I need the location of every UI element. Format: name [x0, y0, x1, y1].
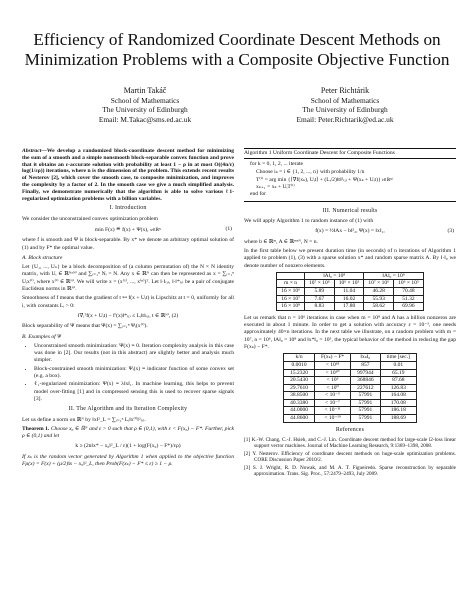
- table-row: [284, 399, 417, 407]
- block-separability-paragraph: Block separability of Ψ means that Ψ(x) = ∑ᵢ₌₁ⁿ Ψᵢ(x⁽ⁱ⁾).: [22, 323, 148, 330]
- table-header-cell: ‖A‖₀ = 10⁹: [364, 272, 423, 280]
- right-column: [244, 148, 456, 478]
- numerical-paragraph: In the first table below we present duration time (in seconds) of n iterations of Algorithm 1 applied to problem (1), (3) with a sparse solution x* and random sparse matrix A. By ‖·‖₀ we denote number of nonzero elements.: [244, 247, 456, 269]
- author-name: Peter Richtárik: [320, 86, 370, 95]
- examples-list: [22, 343, 234, 403]
- list-item: • Unconstrained smooth minimization: Ψ(x) ≡ 0. Iteration complexity analysis in this case was done in [2]. Our results (not in this abstract) are slightly better and analysis much simpler.: [34, 343, 234, 365]
- table-row: [284, 415, 417, 423]
- table-cell: 65.19: [380, 369, 416, 377]
- table-row: [277, 303, 424, 311]
- table-cell: 57991: [351, 392, 381, 400]
- table-cell: 997944: [351, 369, 381, 377]
- equation-1: [22, 226, 234, 234]
- smoothness-paragraph: Smoothness of f means that the gradient of t ↦ f(x + Uᵢt) is Lipschitz at t = 0, uniformly for all i, with constants Lᵢ > 0:: [22, 295, 234, 309]
- table-row: [284, 361, 417, 369]
- table-cell: 0.0010: [284, 361, 315, 369]
- table-cell: 51.32: [394, 295, 424, 303]
- table-row: [284, 369, 417, 377]
- table-cell: 8.83: [305, 303, 335, 311]
- algorithm-line: Choose iₖ = i ∈ {1, 2, ..., n} with probability 1/n: [256, 168, 365, 175]
- table-header-cell: F(xₖ) − F*: [315, 354, 351, 362]
- theorem-label: Theorem 1.: [22, 425, 50, 432]
- section-heading-introduction: I. Introduction: [109, 205, 147, 212]
- table-cell: 57991: [351, 415, 381, 423]
- table-cell: < 10¹⁸: [315, 361, 351, 369]
- algorithm-line: xₖ₊₁ = xₖ + UᵢT⁽ⁱ⁾: [256, 184, 295, 191]
- table-cell: 57991: [351, 407, 381, 415]
- table-cell: 55.93: [364, 295, 394, 303]
- table-header-row: [277, 272, 424, 280]
- table-header-cell: ‖A‖₀ = 10⁸: [305, 272, 364, 280]
- table-cell: 29.7610: [284, 384, 315, 392]
- author-2: [240, 86, 450, 124]
- table-cell: 38.8500: [284, 392, 315, 400]
- convergence-table: [283, 353, 417, 422]
- table-cell: 57991: [351, 399, 381, 407]
- table-cell: 58.62: [364, 303, 394, 311]
- table-cell: 40.3380: [284, 399, 315, 407]
- section-heading-references: References: [335, 426, 365, 433]
- table-cell: 69.96: [394, 303, 424, 311]
- author-affiliation: The University of Edinburgh: [302, 105, 388, 115]
- abstract-text: —We develop a randomized block-coordinate descent method for minimizing the sum of a smooth and a simple nonsmooth block-separable convex function and prove that it obtains an ε-accurate solution with probability at least 1 − ρ in at most O((4n/ε) log(1/ερ)) iterations, where n is the dimension of the problem. This extends recent results of Nesterov [2], which cover the smooth case, to composite minimization, and improves the complexity by a factor of 2. In the smooth case we give a much simplified analysis. Finally, we demonstrate numerically that the algorithm is able to solve various ℓ1-regularized optimization problems with a billion variables.: [22, 148, 234, 202]
- algorithm-line: [244, 176, 456, 184]
- table-cell: 16 × 10⁸: [277, 303, 305, 311]
- reference-item: [2] Y. Nesterov. Efficiency of coordinate descent methods on huge-scale optimization problems. CORE Discussion Paper 2010/2.: [244, 450, 456, 464]
- author-block: [0, 86, 474, 146]
- author-affiliation: The University of Edinburgh: [102, 105, 188, 115]
- table-cell: 87.68: [380, 377, 416, 385]
- algorithm-caption: Algorithm 1 Uniform Coordinate Descent for Composite Functions: [244, 150, 456, 159]
- equation-1-body: min F(x) ≝ f(x) + Ψ(x),: [94, 226, 149, 233]
- table-cell: 857: [351, 361, 381, 369]
- norm-definition-paragraph: Let us define a norm on ℝᴺ by ‖x‖²_L = ∑ᵢ₌₁ⁿ Lᵢ‖x⁽ⁱ⁾‖²₍ᵢ₎.: [22, 416, 146, 423]
- equation-1-subscript: x∈ℝᴺ: [149, 226, 162, 232]
- author-name: Martin Takáč: [123, 86, 167, 95]
- table-header-cell: ‖xₖ‖₀: [351, 354, 381, 362]
- table-cell: < 10⁻⁵: [315, 392, 351, 400]
- algorithm-line: end for: [250, 191, 266, 198]
- table-header-cell: 10⁶ × 10⁵: [334, 280, 364, 288]
- list-item: • Block-constrained smooth minimization: Ψᵢ(x) ≡ indicator function of some convex set (e.g. a box).: [34, 366, 234, 381]
- equation-3-body: f(x) = ½‖Ax − b‖²₂, Ψ(x) = ‖x‖₁,: [315, 228, 385, 235]
- table-cell: < 10¹⁰: [315, 369, 351, 377]
- table-cell: 126.83: [380, 384, 416, 392]
- reference-item: [1] K.-W. Chang, C.-J. Hsieh, and C.-J. Lin. Coordinate descent method for large-scale l2-loss linear support vector machines. Journal of Machine Learning Research, 9:1369–1398, 2008.: [244, 436, 456, 450]
- theorem-equation: k ≥ (2n‖x* − x₀‖²_L / ε)(1 + log(F(x₀) − F*)/ερ): [75, 443, 181, 450]
- reference-list: [244, 437, 456, 477]
- table-cell: < 10⁻¹⁹: [315, 415, 351, 423]
- table-cell: 188.69: [380, 415, 416, 423]
- table-cell: 70.48: [394, 288, 424, 296]
- author-1: [40, 86, 250, 124]
- equation-3: [244, 228, 456, 235]
- table-row: [277, 288, 424, 296]
- theorem-text: If xₖ is the random vector generated by Algorithm 1 when applied to the objective function Fμ(x) = F(x) + (μ/2)‖x − x₀‖²_L, then Prob(F(xₖ) − F* ≤ ε) ≥ 1 − ρ.: [22, 453, 234, 467]
- table-cell: 7.67: [305, 295, 335, 303]
- equation-number: (1): [225, 225, 232, 232]
- table-cell: 15.2320: [284, 369, 315, 377]
- subsection-heading-examples: B. Examples of Ψ: [22, 333, 62, 340]
- theorem-text: Choose x₀ ∈ ℝᴺ and ε > 0 such that ρ ∈ (0,1), with ε < F(x₀) − F*. Further, pick ρ ∈ (0,1) and let: [22, 425, 234, 440]
- table-cell: < 10⁻⁷: [315, 399, 351, 407]
- table-cell: 16 × 10⁶: [277, 288, 305, 296]
- table-cell: 44.0000: [284, 407, 315, 415]
- author-affiliation: School of Mathematics: [310, 95, 380, 105]
- table-cell: 368846: [351, 377, 381, 385]
- timing-table: [276, 272, 424, 311]
- table-cell: 16 × 10⁷: [277, 295, 305, 303]
- numerical-paragraph: We will apply Algorithm 1 to random instance of (1) with: [244, 218, 374, 225]
- table-header-cell: 10⁶ × 10⁵: [394, 280, 424, 288]
- paper-title: Efficiency of Randomized Coordinate Descent Methods on Minimization Problems with a Composite Objective Function: [24, 30, 450, 69]
- intro-paragraph: where f is smooth and Ψ is block-separable. By x* we denote an arbitrary optimal solution of (1) and by F* the optimal value.: [22, 237, 234, 251]
- reference-item: [3] S. J. Wright, R. D. Nowak, and M. A. T. Figueiredo. Sparse reconstruction by separable approximation. Trans. Sig. Proc., 57:2479–2493, July 2009.: [244, 464, 456, 477]
- algorithm-line: for k = 0, 1, 2, ... iterate: [250, 161, 304, 168]
- table-cell: 170.08: [380, 399, 416, 407]
- table-header-cell: 10⁷ × 10⁶: [364, 280, 394, 288]
- table-header-cell: k/n: [284, 354, 315, 362]
- author-affiliation: School of Mathematics: [110, 95, 180, 105]
- table-cell: 164.08: [380, 392, 416, 400]
- table-row: [284, 407, 417, 415]
- author-email: Email: Peter.Richtarik@ed.ac.uk: [296, 114, 394, 124]
- table-cell: 5.89: [305, 288, 335, 296]
- table-row: [284, 392, 417, 400]
- subsection-heading-block-structure: A. Block structure: [22, 254, 63, 261]
- table-cell: 16.02: [334, 295, 364, 303]
- table-cell: 20.5430: [284, 377, 315, 385]
- table-cell: < 10⁵: [315, 377, 351, 385]
- author-email: Email: M.Takac@sms.ed.ac.uk: [98, 114, 192, 124]
- intro-paragraph: We consider the unconstrained convex optimization problem: [22, 215, 158, 222]
- table-header-cell: time [sec.]: [380, 354, 416, 362]
- left-column: [22, 148, 234, 470]
- table-cell: 11.04: [334, 288, 364, 296]
- table-cell: 227612: [351, 384, 381, 392]
- list-item: • ℓ₁-regularized minimization: Ψ(x) ≡ λ‖x‖₁. In machine learning, this helps to prevent model over-fitting [1] and in compressed sensing this is used to recover sparse signals [3].: [34, 381, 234, 403]
- table-header-row: [284, 354, 417, 362]
- table-cell: 17.80: [334, 303, 364, 311]
- table-header-row: [277, 280, 424, 288]
- algorithm-line-body: T⁽ⁱ⁾ = arg min {⟨∇f(xₖ), Uᵢt⟩ + (Lᵢ/2)‖t‖²₍ᵢ₎ + Ψ(xₖ + Uᵢt)}: [256, 176, 381, 183]
- table-cell: 186.18: [380, 407, 416, 415]
- table-header-cell: [277, 272, 305, 280]
- theorem-1: [22, 426, 234, 441]
- equation-2: ‖∇ᵢᵀf(x + Uᵢt) − f′(x)‖*₍ᵢ₎ ≤ Lᵢ‖t‖₍ᵢ₎, t ∈ ℝᴺⁱ, (2): [77, 312, 179, 319]
- section-heading-algorithm: II. The Algorithm and its Iteration Complexity: [68, 406, 188, 413]
- abstract-label: Abstract: [22, 148, 42, 154]
- table-header-cell: m × n: [277, 280, 305, 288]
- table-header-cell: 10⁷ × 10⁶: [305, 280, 335, 288]
- table-cell: < 10⁻¹¹: [315, 407, 351, 415]
- table-cell: 44.8600: [284, 415, 315, 423]
- numerical-paragraph: where b ∈ ℝᵐ, A ∈ ℝᵐˣᴺ, N = n.: [244, 238, 318, 245]
- equation-number: (3): [447, 228, 454, 235]
- algorithm-line-subscript: t∈ℝᴺⁱ: [382, 176, 394, 182]
- numerical-paragraph: Let us remark that n = 10⁶ iterations in case when m = 10⁸ and A has a billion nonzeros are executed in about 1 minute. In order to get a solution with accuracy ε = 10⁻⁵, one needs approximately 40×n iterations. In the next table we illustrate, on a random problem with m = 10⁷, n = 10⁶, ‖A‖₀ = 10⁸ and ‖x*‖₀ = 10⁵, the typical behavior of the method in reducing the gap F(xₖ) − F*.: [244, 314, 456, 351]
- section-heading-numerical: III. Numerical results: [322, 207, 378, 214]
- table-row: [277, 295, 424, 303]
- block-structure-paragraph: Let {U₁, ..., Uₙ} be a block decomposition of (a column permutation of) the N × N identity matrix, with Uᵢ ∈ ℝᴺˣᴺⁱ and ∑ᵢ₌₁ⁿ Nᵢ = N. Any x ∈ ℝᴺ can then be represented as x = ∑ᵢ₌₁ⁿ Uᵢx⁽ⁱ⁾, where x⁽ⁱ⁾ ∈ ℝᴺⁱ. We will write x = (x⁽¹⁾, ..., x⁽ⁿ⁾)ᵀ. Let ‖·‖₍ᵢ₎, ‖·‖*₍ᵢ₎ be a pair of conjugate Euclidean norms in ℝᴺⁱ.: [22, 264, 234, 293]
- table-row: [284, 377, 417, 385]
- abstract: [22, 148, 234, 202]
- table-cell: < 10⁰: [315, 384, 351, 392]
- algorithm-box: [244, 148, 456, 202]
- table-cell: 46.28: [364, 288, 394, 296]
- table-cell: 0.01: [380, 361, 416, 369]
- table-row: [284, 384, 417, 392]
- theorem-conclusion: [22, 454, 234, 469]
